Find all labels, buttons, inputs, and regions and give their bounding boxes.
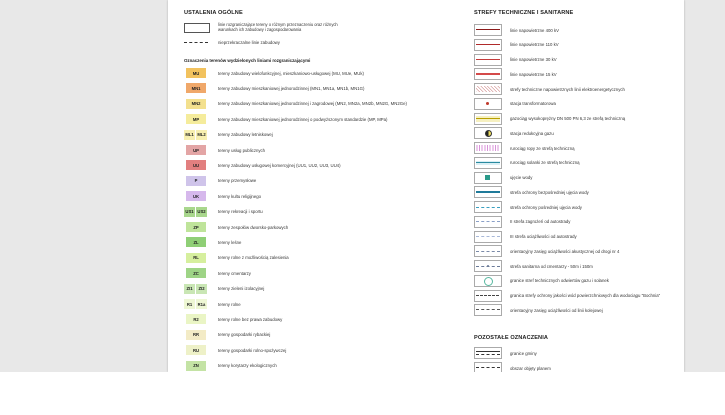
technical-zone-row — [474, 142, 575, 154]
zone-swatch — [184, 330, 210, 340]
zone-swatch — [184, 237, 210, 247]
zone-code: US2 — [196, 207, 207, 217]
technical-zone-row — [474, 113, 625, 125]
zone-legend-row — [184, 268, 251, 278]
technical-zone-row — [474, 68, 557, 80]
municipality-border-icon — [474, 347, 502, 359]
zone-code: ZL — [186, 237, 206, 247]
zone-legend-row — [184, 191, 261, 201]
zone-legend-row — [184, 207, 263, 217]
brine-pipeline-icon — [474, 157, 502, 169]
zone-code: UU — [186, 160, 206, 170]
zone-label: tereny cmentarzy — [218, 270, 251, 276]
technical-zone-label: rurociąg ropy ze strefą techniczną — [510, 145, 575, 151]
zone-code: ZN — [186, 361, 206, 371]
railway-zone-icon — [474, 304, 502, 316]
technical-zone-label: gazociąg wysokoprężny DN 500 PN 6,3 ze strefą techniczną — [510, 116, 626, 121]
technical-zone-label: strefa ochrony pośredniej ujęcia wody — [510, 204, 582, 210]
boundary-lines-icon — [184, 22, 210, 32]
zone-swatch — [184, 99, 210, 109]
technical-zone-row — [474, 245, 619, 257]
line-30kv-icon — [474, 54, 502, 66]
zone-swatch — [184, 176, 210, 186]
zone-label: tereny rolne bez prawa zabudowy — [218, 316, 283, 322]
zone-code: R1a — [196, 299, 207, 309]
zone-swatch — [184, 160, 210, 170]
zone-code: R1 — [184, 299, 195, 309]
zone-code: UK — [186, 191, 206, 201]
zone-label: tereny zieleni izolacyjnej — [218, 286, 265, 292]
zone-swatch — [184, 191, 210, 201]
technical-zone-row — [474, 186, 589, 198]
technical-zone-row — [474, 157, 580, 169]
zone-legend-row — [184, 130, 273, 140]
zone-legend-row — [184, 253, 289, 263]
zone-code: MU — [186, 68, 206, 78]
zone-swatch — [184, 114, 210, 124]
legend-row-building-line — [184, 37, 280, 47]
zone-label: tereny rekreacji i sportu — [218, 209, 263, 215]
zone-swatch — [184, 253, 210, 263]
water-indirect-zone-icon — [474, 201, 502, 213]
zone-label: tereny korytarzy ekologicznych — [218, 363, 277, 369]
technical-zone-row — [474, 260, 593, 272]
zone-code: ML1 — [184, 130, 195, 140]
zone-code: MN2 — [186, 99, 206, 109]
technical-zone-label: granice stref technicznych odwiertów gazu i solanek — [510, 278, 609, 284]
technical-zone-row — [474, 231, 577, 243]
zone-code: RL — [186, 253, 206, 263]
water-intake-icon — [474, 172, 502, 184]
zone-label: tereny zabudowy usługowej komercyjnej (UU1, UU2, UU3, UU4) — [218, 162, 341, 168]
legend-label: nieprzekraczalne linie zabudowy — [218, 39, 280, 45]
technical-zone-label: orientacyjny zasięg uciążliwości od linii kolejowej — [510, 307, 603, 313]
zone-legend-row — [184, 237, 241, 247]
zone-swatch — [184, 130, 210, 140]
zone-label: tereny zespołów dworsko-parkowych — [218, 224, 289, 230]
zone-legend-row — [184, 345, 286, 355]
zone-label: tereny rolne z możliwością zalesienia — [218, 255, 289, 261]
zone-legend-row — [184, 68, 364, 78]
zone-legend-row — [184, 284, 264, 294]
zone-code: US1 — [184, 207, 195, 217]
technical-zone-label: stacja transformatorowa — [510, 101, 556, 107]
zone-legend-row — [184, 99, 407, 109]
zone-swatch — [184, 207, 210, 217]
zone-label: tereny zabudowy mieszkaniowej jednorodzinnej (MN1, MN1a, MN1b, MN1G) — [218, 85, 365, 91]
technical-zone-label: orientacyjny zasięg uciążliwości akustycznej od drogi nr 4 — [510, 248, 620, 254]
technical-zone-row — [474, 290, 660, 302]
gas-station-icon — [474, 127, 502, 139]
zone-code: ZI1 — [184, 284, 195, 294]
zone-legend-row — [184, 314, 282, 324]
road4-noise-icon — [474, 245, 502, 257]
zone-swatch — [184, 284, 210, 294]
other-marking-label: granice gminy — [510, 350, 537, 356]
zone-swatch — [184, 83, 210, 93]
zone-legend-row — [184, 176, 256, 186]
zone-label: tereny przemysłowe — [218, 178, 257, 184]
technical-zone-label: strefy techniczne napowietrznych linii elektroenergetycznych — [510, 86, 625, 92]
zone-legend-row — [184, 222, 288, 232]
technical-zone-label: granica strefy ochrony jakości wód powierzchniowych dla wodociągu "Bochnia" — [510, 293, 661, 298]
zone-code: ZC — [186, 268, 206, 278]
technical-zone-label: strefa ochrony bezpośredniej ujęcia wody — [510, 189, 589, 195]
zone-swatch — [184, 145, 210, 155]
zone-swatch — [184, 68, 210, 78]
legend-row-boundary-lines — [184, 22, 358, 32]
technical-zone-row — [474, 39, 559, 51]
technical-zone-row — [474, 54, 557, 66]
line-110kv-icon — [474, 39, 502, 51]
technical-zone-row — [474, 24, 559, 36]
zone-legend-row — [184, 114, 388, 124]
technical-zone-row — [474, 304, 603, 316]
line-15kv-icon — [474, 68, 502, 80]
zone-swatch — [184, 345, 210, 355]
technical-zone-label: III strefa uciążliwości od autostrady — [510, 234, 577, 239]
other-markings-heading: POZOSTAŁE OZNACZENIA — [474, 335, 548, 341]
technical-zone-row — [474, 127, 554, 139]
technical-zone-row — [474, 275, 609, 287]
zone-legend-row — [184, 83, 364, 93]
other-marking-row — [474, 362, 551, 372]
zone-code: RU — [186, 345, 206, 355]
zone-code: ML2 — [196, 130, 207, 140]
general-settings-heading: USTALENIA OGÓLNE — [184, 10, 243, 16]
zone-code: MN1 — [186, 83, 206, 93]
technical-zone-label: II strefa zagrożeń od autostrady — [510, 219, 571, 225]
technical-zones-column — [474, 10, 679, 371]
legend-label: linie rozgraniczające tereny o różnym przeznaczeniu oraz różnych warunkach ich zabudowy i zagospodarowania — [218, 22, 338, 32]
technical-zone-label: linie napowietrzne 110 kV — [510, 42, 559, 48]
zone-code: UP — [186, 145, 206, 155]
general-settings-column — [184, 10, 474, 369]
other-marking-row — [474, 347, 537, 359]
technical-zone-row — [474, 98, 556, 110]
zone-swatch — [184, 222, 210, 232]
zone-legend-row — [184, 299, 241, 309]
building-line-icon — [184, 37, 210, 47]
technical-zones-heading: STREFY TECHNICZNE I SANITARNE — [474, 10, 574, 16]
legend-sheet — [168, 0, 684, 372]
zone-code: ZI2 — [196, 284, 207, 294]
gas-pipeline-icon — [474, 113, 502, 125]
zone-label: tereny gospodarki rolno-spożywczej — [218, 347, 287, 353]
highway-zone3-icon — [474, 231, 502, 243]
zone-legend-row — [184, 361, 277, 371]
zone-label: tereny leśne — [218, 239, 242, 245]
zone-legend-row — [184, 160, 341, 170]
water-direct-zone-icon — [474, 186, 502, 198]
zone-code: RR — [186, 330, 206, 340]
zone-label: tereny kultu religijnego — [218, 193, 261, 199]
zone-code: MP — [186, 114, 206, 124]
zones-subheading: Oznaczenia terenów wydzielonych liniami rozgraniczającymi — [184, 58, 311, 63]
zone-label: tereny zabudowy mieszkaniowej jednorodzinnej i zagrodowej (MN2, MN2a, MN2b, MN2G, MN2Ge) — [218, 101, 407, 107]
cemetery-zone-icon — [474, 260, 502, 272]
technical-zone-row — [474, 201, 582, 213]
zone-swatch — [184, 299, 210, 309]
oil-pipeline-icon — [474, 142, 502, 154]
zone-legend-row — [184, 330, 270, 340]
zone-label: tereny zabudowy mieszkaniowej jednorodzinnej o podwyższonym standardzie (MP, MPa) — [218, 116, 388, 122]
technical-zone-row — [474, 172, 532, 184]
zone-label: tereny zabudowy wielofunkcyjnej, mieszkaniowo-usługowej (MU, MUe, MUk) — [218, 70, 364, 76]
technical-zone-label: rurociąg solanki ze strefą techniczną — [510, 160, 580, 166]
zone-legend-row — [184, 145, 265, 155]
water-quality-zone-icon — [474, 290, 502, 302]
borehole-zone-icon — [474, 275, 502, 287]
bottom-band — [0, 372, 725, 415]
zone-code: R2 — [186, 314, 206, 324]
zone-label: tereny usług publicznych — [218, 147, 266, 153]
other-marking-label: obszar objęty planem — [510, 365, 551, 371]
highway-zone2-icon — [474, 216, 502, 228]
technical-zone-label: linie napowietrzne 30 kV — [510, 57, 557, 62]
transformer-dot-icon — [474, 98, 502, 110]
zone-code: P — [186, 176, 206, 186]
technical-zone-label: strefa sanitarna od cmentarzy - 50m i 150m — [510, 263, 593, 269]
technical-zone-label: stacja redukcyjna gazu — [510, 130, 554, 136]
plan-area-border-icon — [474, 362, 502, 372]
zone-swatch — [184, 361, 210, 371]
technical-zone-row — [474, 216, 570, 228]
zone-code: ZP — [186, 222, 206, 232]
zone-swatch — [184, 268, 210, 278]
technical-zone-label: linie napowietrzne 400 kV — [510, 27, 559, 33]
zone-label: tereny gospodarki rybackiej — [218, 332, 271, 338]
zone-label: tereny zabudowy letniskowej — [218, 132, 273, 138]
zone-swatch — [184, 314, 210, 324]
technical-zone-label: ujęcie wody — [510, 175, 533, 180]
technical-zone-label: linie napowietrzne 15 kV — [510, 71, 557, 77]
power-zone-hatch-icon — [474, 83, 502, 95]
zone-label: tereny rolne — [218, 301, 241, 307]
technical-zone-row — [474, 83, 625, 95]
line-400kv-icon — [474, 24, 502, 36]
